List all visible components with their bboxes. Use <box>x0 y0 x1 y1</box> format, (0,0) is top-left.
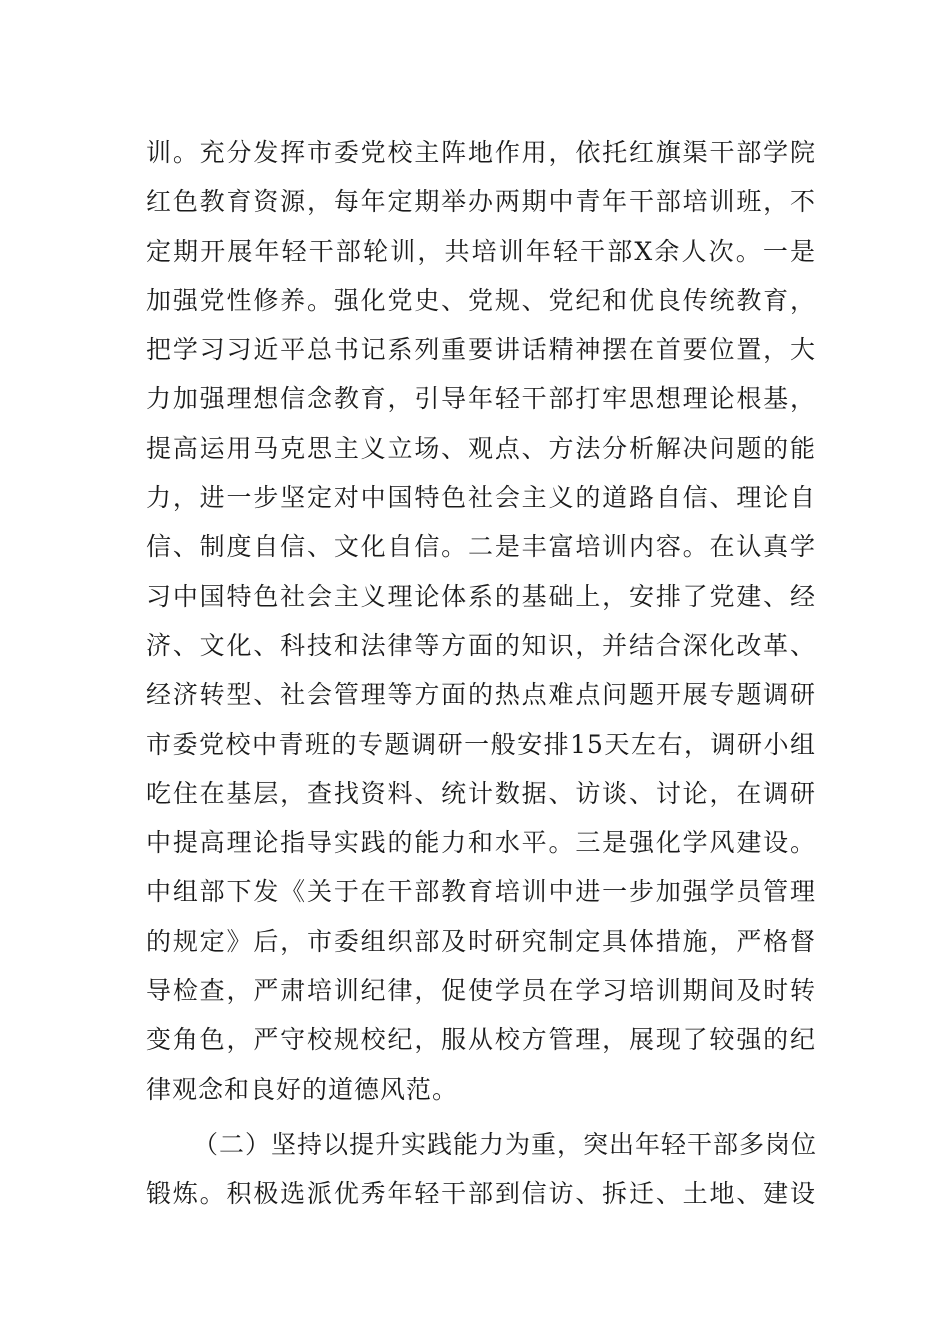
text-line: 训。充分发挥市委党校主阵地作用，依托红旗渠干部学院 <box>146 138 816 167</box>
text-line: 力，进一步坚定对中国特色社会主义的道路自信、理论自 <box>146 483 816 513</box>
text-line: 中提高理论指导实践的能力和水平。三是强化学风建设。 <box>146 828 816 858</box>
text-line: 红色教育资源，每年定期举办两期中青年干部培训班，不 <box>146 187 816 217</box>
text-line: 导检查，严肃培训纪律，促使学员在学习培训期间及时转 <box>146 976 816 1006</box>
text-line: 把学习习近平总书记系列重要讲话精神摆在首要位置，大 <box>146 335 816 365</box>
text-line: 加强党性修养。强化党史、党规、党纪和优良传统教育， <box>146 285 816 315</box>
text-line: 力加强理想信念教育，引导年轻干部打牢思想理论根基， <box>146 384 816 414</box>
text-line: 习中国特色社会主义理论体系的基础上，安排了党建、经 <box>146 581 816 611</box>
text-line: 经济转型、社会管理等方面的热点难点问题开展专题调研 <box>146 680 816 710</box>
text-line: 锻炼。积极选派优秀年轻干部到信访、拆迁、土地、建设 <box>146 1179 816 1209</box>
text-line: 信、制度自信、文化自信。二是丰富培训内容。在认真学 <box>146 532 816 562</box>
text-line: 变角色，严守校规校纪，服从校方管理，展现了较强的纪 <box>146 1025 816 1055</box>
text-line: 定期开展年轻干部轮训，共培训年轻干部X余人次。一是 <box>146 236 816 266</box>
paragraph-practice <box>146 1120 816 1219</box>
text-line: 吃住在基层，查找资料、统计数据、访谈、讨论，在调研 <box>146 778 816 808</box>
text-line: 市委党校中青班的专题调研一般安排15天左右，调研小组 <box>146 729 816 759</box>
paragraph-training <box>146 128 816 1114</box>
text-line: 济、文化、科技和法律等方面的知识，并结合深化改革、 <box>146 630 816 660</box>
section-heading-line: （二）坚持以提升实践能力为重，突出年轻干部多岗位 <box>193 1130 818 1159</box>
text-line: 中组部下发《关于在干部教育培训中进一步加强学员管理 <box>146 877 816 907</box>
text-line: 提高运用马克思主义立场、观点、方法分析解决问题的能 <box>146 433 816 463</box>
text-line: 的规定》后，市委组织部及时研究制定具体措施，严格督 <box>146 926 816 956</box>
text-line: 律观念和良好的道德风范。 <box>146 1074 459 1104</box>
